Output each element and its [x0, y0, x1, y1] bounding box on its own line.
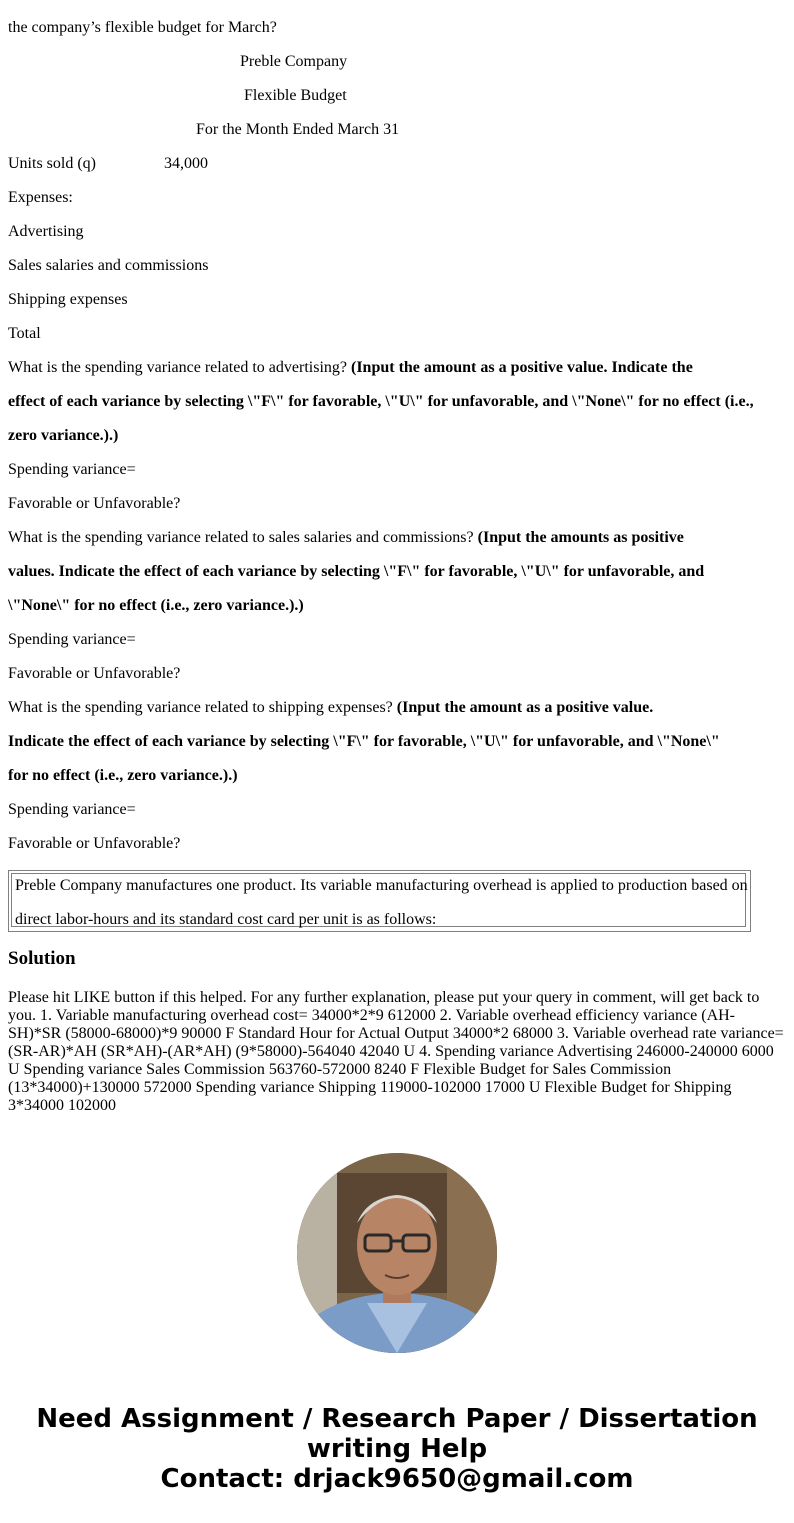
question-advertising-instruction-2 [8, 392, 754, 412]
solution-body: Please hit LIKE button if this helped. For any further explanation, please put your query in comment, will get back to you. 1. Variable manufacturing overhead cost= 34000*2*9 612000 2. Variable overhead efficiency variance (AH-SH)*SR (58000-68000)*9 90000 F Standard Hour for Actual Output 34000*2 68000 3. Variable overhead rate variance=(SR-AR)*AH (SR*AH)-(AR*AH) (9*58000)-564040 42040 U 4. Spending variance Advertising 246000-240000 6000 U Spending variance Sales Commission 563760-572000 8240 F Flexible Budget for Sales Commission (13*34000)+130000 572000 Spending variance Shipping 119000-102000 17000 U Flexible Budget for Shipping 3*34000 102000 [8, 989, 784, 1114]
question-shipping [8, 698, 653, 718]
question-advertising [8, 358, 693, 378]
question-advertising-instruction-1: (Input the amount as a positive value. Indicate the [350, 359, 693, 376]
help-banner-line-2: writing Help [306, 1434, 488, 1464]
budget-period: For the Month Ended March 31 [196, 121, 400, 138]
expense-item-total: Total [8, 325, 41, 342]
expense-item-advertising: Advertising [8, 223, 84, 240]
expenses-label: Expenses: [8, 189, 73, 206]
shipping-spending-variance-label: Spending variance= [8, 801, 136, 818]
instruction-text: \"None\" for no effect (i.e., zero variance.).) [8, 597, 304, 614]
question-shipping-instruction-3 [8, 766, 238, 786]
help-banner-contact: Contact: drjack9650@gmail.com [160, 1464, 634, 1494]
instruction-text: for no effect (i.e., zero variance.).) [8, 767, 238, 784]
salaries-spending-variance-label: Spending variance= [8, 631, 136, 648]
question-salaries-instruction-2 [8, 562, 704, 582]
question-salaries [8, 528, 684, 548]
shipping-favorable-label: Favorable or Unfavorable? [8, 835, 181, 852]
help-banner-line-1: Need Assignment / Research Paper / Dissertation [36, 1404, 758, 1434]
advertising-spending-variance-label: Spending variance= [8, 461, 136, 478]
question-advertising-instruction-3 [8, 426, 118, 446]
question-intro-tail: the company’s flexible budget for March? [8, 19, 277, 36]
question-salaries-prompt: What is the spending variance related to sales salaries and commissions? [8, 529, 478, 546]
help-banner [0, 1404, 794, 1494]
units-value: 34,000 [164, 155, 208, 172]
overhead-description-line-1: Preble Company manufactures one product. Its variable manufacturing overhead is applied to production based on [15, 877, 748, 894]
company-name: Preble Company [240, 53, 348, 70]
salaries-favorable-label: Favorable or Unfavorable? [8, 665, 181, 682]
author-portrait-image [297, 1153, 497, 1353]
instruction-text: Indicate the effect of each variance by selecting \"F\" for favorable, \"U\" for unfavorable, and \"None\" [8, 733, 720, 750]
question-advertising-prompt: What is the spending variance related to advertising? [8, 359, 351, 376]
overhead-description-table [8, 870, 751, 932]
question-salaries-instruction-1: (Input the amounts as positive [477, 529, 684, 546]
budget-title: Flexible Budget [244, 87, 347, 104]
solution-heading: Solution [8, 948, 76, 969]
cutoff-text [8, 0, 16, 10]
units-label: Units sold (q) [8, 155, 96, 172]
instruction-text: effect of each variance by selecting \"F\" for favorable, \"U\" for unfavorable, and \"None\" for no effect (i.e., [8, 393, 754, 410]
question-shipping-instruction-2 [8, 732, 720, 752]
question-shipping-instruction-1: (Input the amount as a positive value. [396, 699, 654, 716]
expense-item-salaries: Sales salaries and commissions [8, 257, 209, 274]
overhead-description-line-2: direct labor-hours and its standard cost card per unit is as follows: [15, 911, 437, 928]
advertising-favorable-label: Favorable or Unfavorable? [8, 495, 181, 512]
question-salaries-instruction-3 [8, 596, 304, 616]
overhead-description-cell [11, 873, 746, 927]
instruction-text: zero variance.).) [8, 427, 119, 444]
author-avatar [297, 1153, 497, 1353]
expense-item-shipping: Shipping expenses [8, 291, 128, 308]
question-shipping-prompt: What is the spending variance related to shipping expenses? [8, 699, 397, 716]
instruction-text: values. Indicate the effect of each variance by selecting \"F\" for favorable, \"U\" for unfavorable, and [8, 563, 705, 580]
